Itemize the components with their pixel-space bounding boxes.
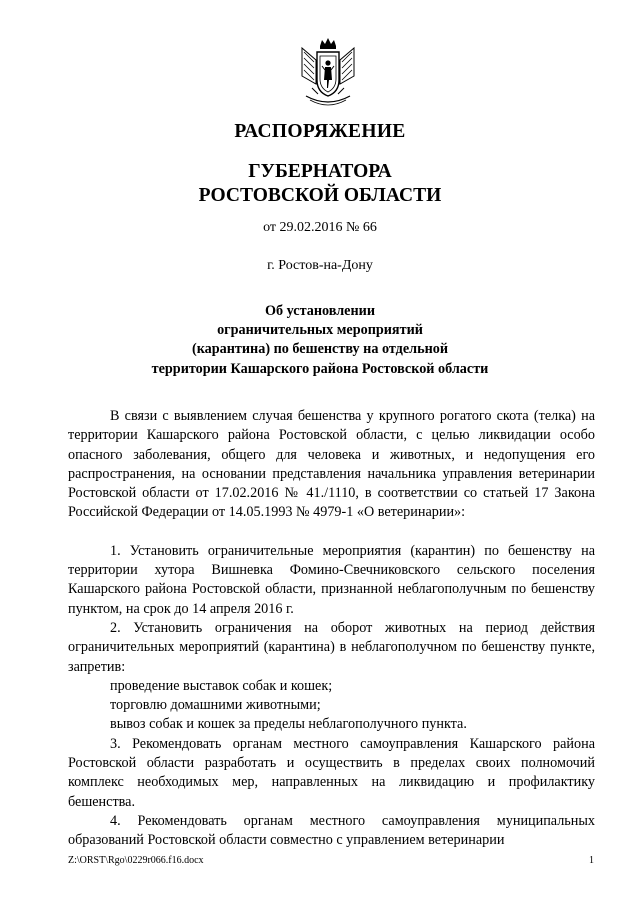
subject-line: (карантина) по бешенству на отдельной (191, 341, 449, 358)
page-number: 1 (589, 855, 594, 866)
ban-item: проведение выставок собак и кошек; (110, 677, 333, 694)
item-4-paragraph: 4. Рекомендовать органам местного самоуправления муниципальных образований Ростовской области совместно с управлением ветеринарии (68, 812, 595, 849)
item-1-paragraph: 1. Установить ограничительные мероприятия (карантин) по бешенству на территории хутора Вишневка Фомино-Свечниковского сельского поселения Кашарского района Ростовской области, признанной неблагополучным по бешенству пунктом, на срок до 14 апреля 2016 г. (68, 542, 595, 617)
subject-line: Об установлении (264, 303, 376, 319)
date-number: от 29.02.2016 № 66 (263, 220, 377, 235)
ban-item: вывоз собак и кошек за пределы неблагополучного пункта. (110, 716, 467, 733)
item-3-paragraph: 3. Рекомендовать органам местного самоуправления Кашарского района Ростовской области разработать и осуществить в пределах своих полномочий комплекс необходимых мер, направленных на ликвидацию и профилактику бешенства. (68, 735, 595, 810)
document-body (68, 407, 595, 851)
preamble-paragraph: В связи с выявлением случая бешенства у крупного рогатого скота (телка) на территории Кашарского района Ростовской области, с целью ликвидации особо опасного заболевания, общего для человека и животных, и недопущения его распространения, на основании представления начальника управления ветеринарии Ростовской области от 17.02.2016 № 41./1110, в соответствии со статьей 17 Закона Российской Федерации от 14.05.1993 № 4979-1 «О ветеринарии»: (68, 408, 595, 521)
issuer-title (0, 160, 640, 208)
issuer-line-1: ГУБЕРНАТОРА (248, 161, 392, 182)
subject-line: территории Кашарского района Ростовской области (151, 360, 489, 377)
item-2-paragraph: 2. Установить ограничения на оборот животных на период действия ограничительных мероприятий (карантина) в неблагополучном по бешенству пункте, запретив: (68, 619, 595, 675)
issuer-line-2: РОСТОВСКОЙ ОБЛАСТИ (198, 185, 442, 206)
file-path-footer: Z:\ORST\Rgo\0229r066.f16.docx (68, 855, 204, 866)
subject-heading (0, 302, 640, 379)
document-type-title: РАСПОРЯЖЕНИЕ (234, 121, 406, 142)
subject-line: ограничительных мероприятий (217, 322, 423, 339)
ban-item: торговлю домашними животными; (110, 697, 321, 714)
city: г. Ростов-на-Дону (267, 258, 373, 273)
coat-of-arms-icon (296, 36, 360, 112)
